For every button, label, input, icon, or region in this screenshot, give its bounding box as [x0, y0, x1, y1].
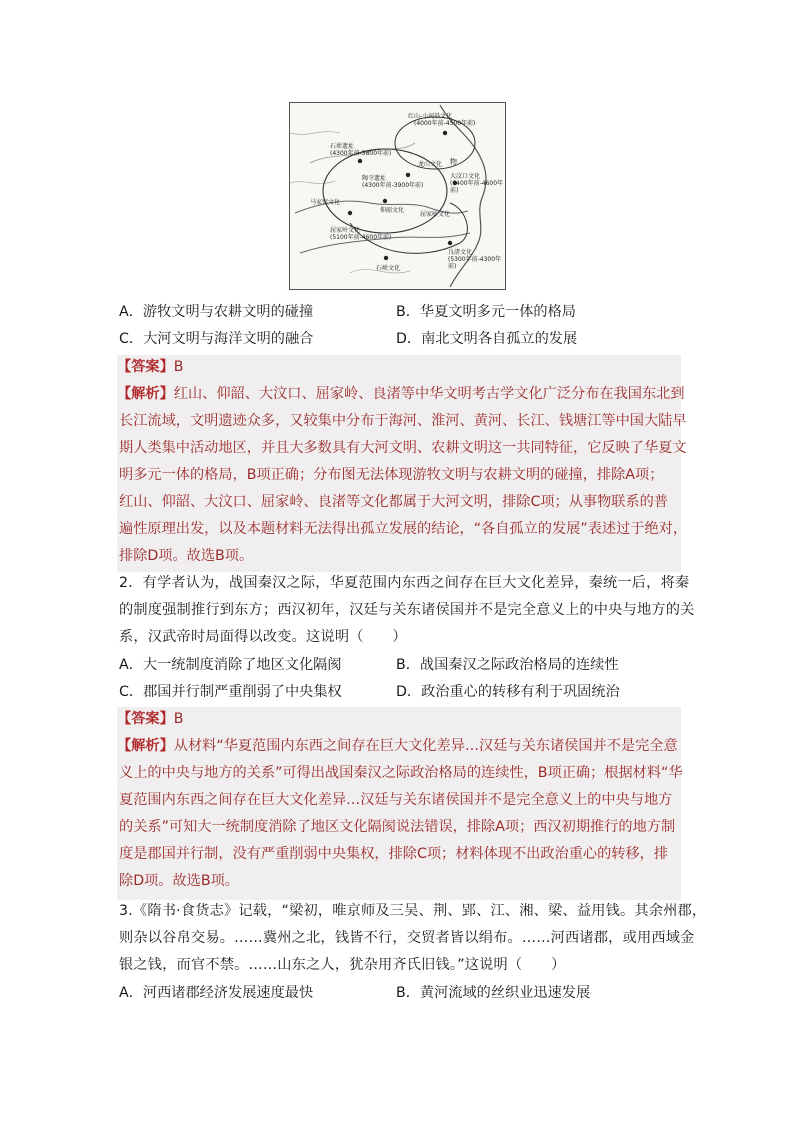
answer-label: 【答案】 [117, 359, 174, 375]
map-label: 屈家岭文化 (5100年前-4600年前) [330, 227, 392, 241]
q2-answer [117, 706, 184, 733]
site-dot [443, 131, 447, 135]
q1-option-c[interactable]: C．大河文明与海洋文明的融合 [119, 331, 314, 347]
q2-option-c[interactable]: C．郡国并行制严重削弱了中央集权 [119, 684, 342, 700]
q3-stem-line: 3.《隋书·食货志》记载，“梁初，唯京师及三吴、荆、郢、江、湘、梁、益用钱。其余州郡， [119, 903, 707, 919]
map-label: 红山-小河沿文化 (4000年前-4500年前) [408, 113, 476, 127]
q1-option-a[interactable]: A．游牧文明与农耕文明的碰撞 [119, 304, 314, 320]
q2-analysis-line: 义上的中央与地方的关系”可得出战国秦汉之际政治格局的连续性，B项正确；根据材料“华 [119, 765, 683, 781]
map-label: 马家窑文化 [310, 199, 341, 206]
site-dot [348, 211, 352, 215]
site-dot [448, 241, 452, 245]
q2-option-d[interactable]: D．政治重心的转移有利于巩固统治 [396, 684, 620, 700]
q2-analysis-line: 夏范围内东西之间存在巨大文化差异…汉廷与关东诸侯国并不是完全意义上的中央与地方 [119, 792, 673, 808]
q2-analysis-line: 度是郡国并行制，没有严重削弱中央集权，排除C项；材料体现不出政治重心的转移，排 [119, 846, 669, 862]
map-label: 大汶口文化 (6400年前-4600年前) [450, 173, 504, 194]
q2-option-a[interactable]: A．大一统制度消除了地区文化隔阂 [119, 657, 342, 673]
answer-value: B [173, 359, 184, 375]
map-label: 良渚文化 (5300年前-4300年前) [448, 249, 502, 270]
q3-option-a[interactable]: A．河西诸郡经济发展速度最快 [119, 985, 314, 1001]
q1-option-d[interactable]: D．南北文明各自孤立的发展 [396, 331, 578, 347]
site-dot [383, 199, 387, 203]
map-label: 屈家岭文化 [420, 211, 451, 218]
analysis-label: 【解析】 [117, 386, 174, 402]
answer-label: 【答案】 [117, 711, 174, 727]
map-label: 陶寺遗址 (4300年前-3900年前) [362, 175, 424, 189]
answer-value: B [173, 711, 184, 727]
q1-analysis-line: 红山、仰韶、大汶口、屈家岭、良渚等文化都属于大河文明，排除C项；从事物联系的普 [119, 494, 669, 510]
q1-analysis-line: 期人类集中活动地区，并且大多数具有大河文明、农耕文明这一共同特征，它反映了华夏文 [119, 440, 687, 456]
q2-analysis-line: 的关系”可知大一统制度消除了地区文化隔阂说法错误，排除A项；西汉初期推行的地方制 [119, 819, 676, 835]
q1-analysis-line: 遍性原理出发，以及本题材料无法得出孤立发展的结论，“各自孤立的发展”表述过于绝对， [119, 521, 688, 537]
q2-option-b[interactable]: B．战国秦汉之际政治格局的连续性 [396, 657, 619, 673]
q1-analysis-line: 长江流域，文明遗迹众多，又较集中分布于海河、淮河、黄河、长江、钱塘江等中国大陆早 [119, 413, 687, 429]
q1-analysis-line: 明多元一体的格局，B项正确；分布图无法体现游牧文明与农耕文明的碰撞，排除A项； [119, 467, 664, 483]
q3-stem-line: 则杂以谷帛交易。……冀州之北，钱皆不行，交贸者皆以绢布。……河西诸郡，或用西域金 [119, 930, 695, 946]
site-dot [358, 159, 362, 163]
analysis-label: 【解析】 [117, 738, 174, 754]
q2-stem-line: 的制度强制推行到东方；西汉初年，汉廷与关东诸侯国并不是完全意义上的中央与地方的关 [119, 602, 695, 618]
q2-stem-line: 2．有学者认为，战国秦汉之际，华夏范围内东西之间存在巨大文化差异，秦统一后，将秦 [119, 575, 690, 591]
culture-distribution-map [289, 102, 506, 290]
map-label: 石峁遗址 (4300年前-3800年前) [330, 143, 392, 157]
q1-option-b[interactable]: B．华夏文明多元一体的格局 [396, 304, 576, 320]
q3-option-b[interactable]: B．黄河流域的丝织业迅速发展 [396, 985, 591, 1001]
site-dot [384, 256, 388, 260]
q1-analysis-line: 【解析】红山、仰韶、大汶口、屈家岭、良渚等中华文明考古学文化广泛分布在我国东北到 [117, 386, 685, 402]
q1-answer [117, 354, 184, 381]
q1-analysis-line: 排除D项。故选B项。 [119, 548, 254, 564]
map-label: 仰韶文化 [380, 207, 405, 214]
q2-analysis-line: 除D项。故选B项。 [119, 873, 239, 889]
map-label: 龙山文化 [418, 161, 443, 168]
map-label: 物 [450, 158, 457, 166]
q2-stem-line: 系，汉武帝时局面得以改变。这说明（ ） [119, 629, 407, 645]
q3-stem-line: 银之钱，而官不禁。……山东之人，犹杂用齐氏旧钱。”这说明（ ） [119, 957, 566, 973]
q2-analysis-line: 【解析】从材料“华夏范围内东西之间存在巨大文化差异…汉廷与关东诸侯国并不是完全意 [117, 738, 678, 754]
map-label: 石峡文化 [376, 265, 401, 272]
